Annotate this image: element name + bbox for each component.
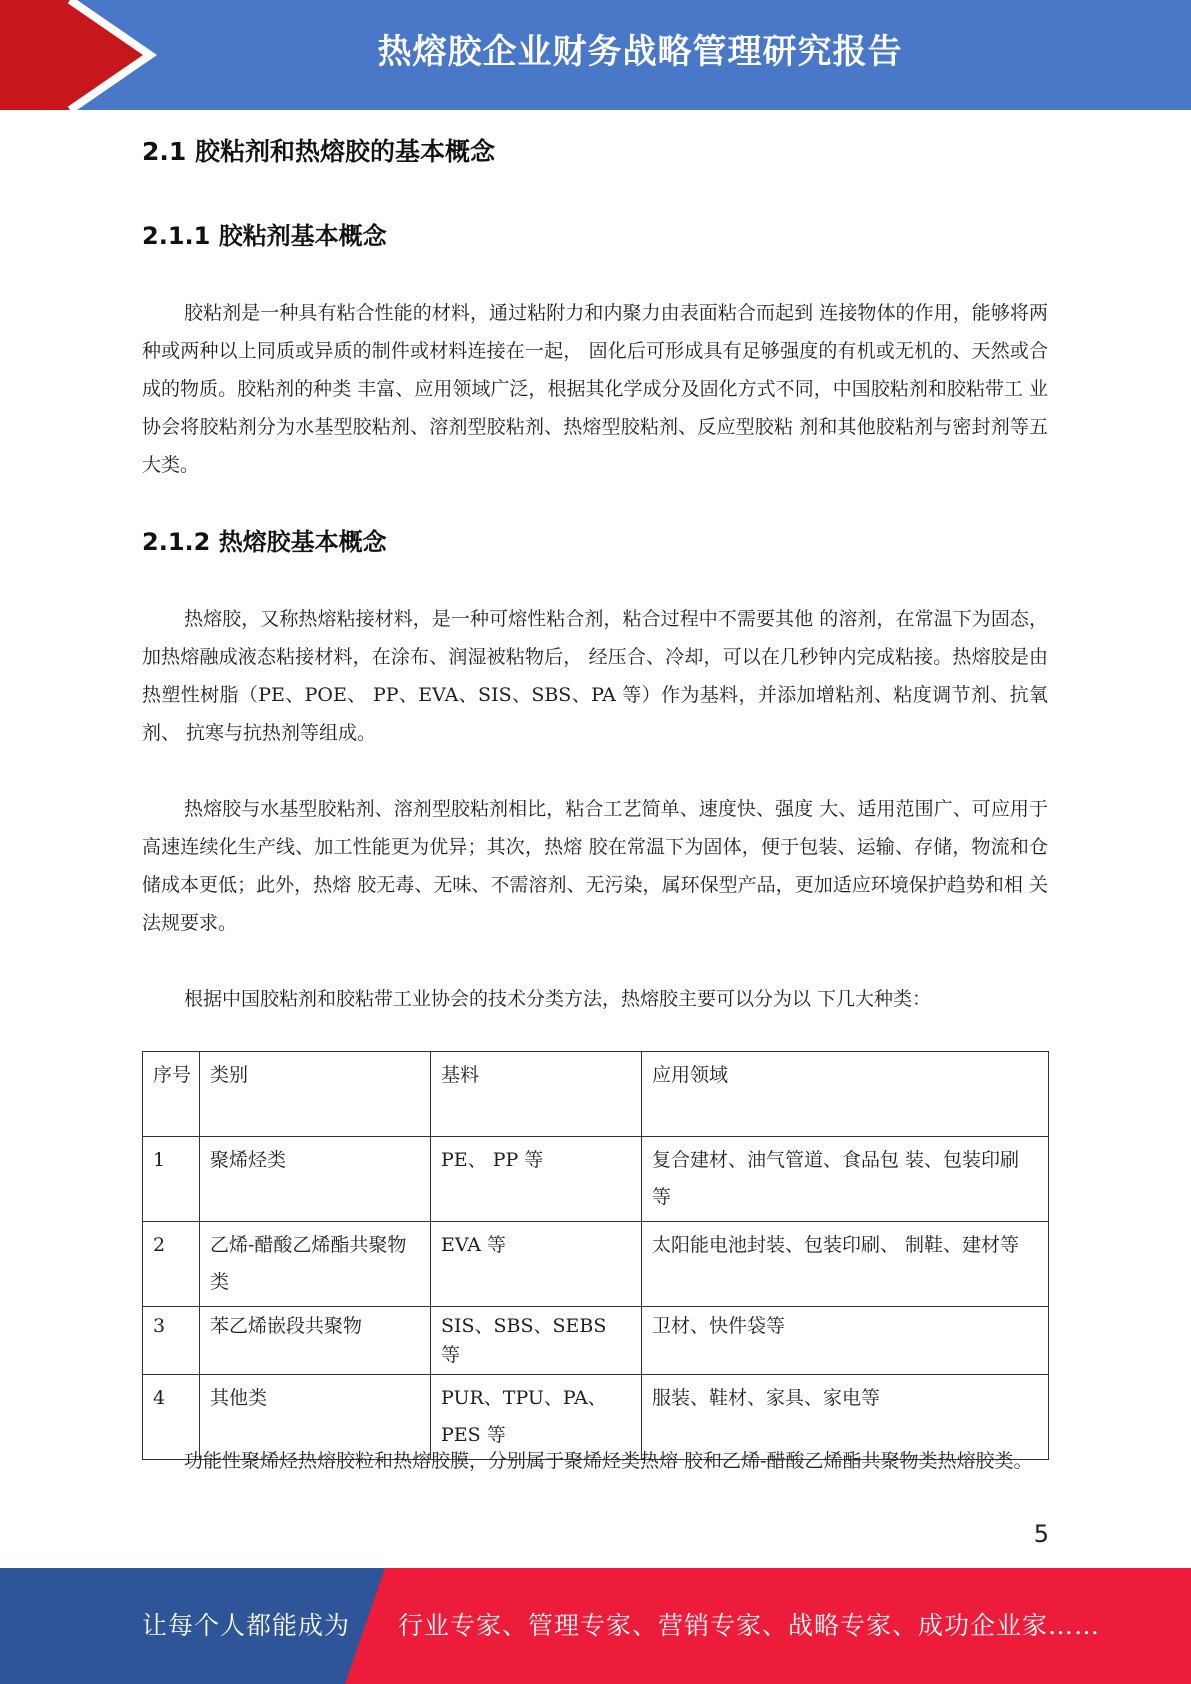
hot-melt-classification-table <box>142 1051 1049 1460</box>
table-cell: 苯乙烯嵌段共聚物 <box>200 1307 431 1375</box>
table-header-cell: 类别 <box>200 1052 431 1137</box>
paragraph-hot-melt-definition: 热熔胶，又称热熔粘接材料，是一种可熔性粘合剂，粘合过程中不需要其他 的溶剂，在常温下为固态，加热熔融成液态粘接材料，在涂布、润湿被粘物后， 经压合、冷却，可以在几秒钟内完成粘接。热熔胶是由热塑性树脂（PE、POE、 PP、EVA、SIS、SBS、PA 等）作为基料，并添加增粘剂、粘度调节剂、抗氧剂、 抗寒与抗热剂等组成。 <box>142 608 1048 744</box>
paragraph-adhesive-concept: 胶粘剂是一种具有粘合性能的材料，通过粘附力和内聚力由表面粘合而起到 连接物体的作用，能够将两种或两种以上同质或异质的制件或材料连接在一起， 固化后可形成具有足够强度的有机或无机的、天然或合成的物质。胶粘剂的种类 丰富、应用领域广泛，根据其化学成分及固化方式不同，中国胶粘剂和胶粘带工 业协会将胶粘剂分为水基型胶粘剂、溶剂型胶粘剂、热熔型胶粘剂、反应型胶粘 剂和其他胶粘剂与密封剂等五大类。 <box>142 302 1048 476</box>
table-cell: PE、 PP 等 <box>431 1137 642 1222</box>
table-row <box>143 1222 1049 1307</box>
table-header-cell: 基料 <box>431 1052 642 1137</box>
table-row <box>143 1307 1049 1375</box>
table-header-cell: 应用领域 <box>642 1052 1049 1137</box>
table-cell: SIS、SBS、SEBS 等 <box>431 1307 642 1375</box>
table-cell: PUR、TPU、PA、PES 等 <box>431 1375 642 1460</box>
table-cell: 4 <box>143 1375 200 1460</box>
table-cell: 其他类 <box>200 1375 431 1460</box>
table-header-row <box>143 1052 1049 1137</box>
header-banner <box>0 0 1191 110</box>
table-cell: 3 <box>143 1307 200 1375</box>
table-cell: 聚烯烃类 <box>200 1137 431 1222</box>
table-cell: 卫材、快件袋等 <box>642 1307 1049 1375</box>
subsection-heading-adhesive: 2.1.1 胶粘剂基本概念 <box>142 222 387 250</box>
footer-banner <box>0 1568 1191 1684</box>
subsection-heading-hot-melt: 2.1.2 热熔胶基本概念 <box>142 528 387 556</box>
paragraph-functional-products: 功能性聚烯烃热熔胶粒和热熔胶膜，分别属于聚烯烃类热熔 胶和乙烯-醋酸乙烯酯共聚物类热熔胶类。 <box>184 1450 1033 1472</box>
table-cell: 服装、鞋材、家具、家电等 <box>642 1375 1049 1460</box>
table-cell: 2 <box>143 1222 200 1307</box>
document-title: 热熔胶企业财务战略管理研究报告 <box>377 32 903 72</box>
paragraph-hot-melt-advantages: 热熔胶与水基型胶粘剂、溶剂型胶粘剂相比，粘合工艺简单、速度快、强度 大、适用范围广、可应用于高速连续化生产线、加工性能更为优异；其次，热熔 胶在常温下为固体，便于包装、运输、存储，物流和仓储成本更低；此外，热熔 胶无毒、无味、不需溶剂、无污染，属环保型产品，更加适应环境保护趋势和相 关法规要求。 <box>142 798 1048 934</box>
table-row <box>143 1137 1049 1222</box>
table-header-cell: 序号 <box>143 1052 200 1137</box>
footer-slogan-left: 让每个人都能成为 <box>142 1611 351 1640</box>
page-number: 5 <box>1033 1520 1049 1548</box>
table-cell: 复合建材、油气管道、食品包 装、包装印刷等 <box>642 1137 1049 1222</box>
table-cell: EVA 等 <box>431 1222 642 1307</box>
paragraph-classification-intro: 根据中国胶粘剂和胶粘带工业协会的技术分类方法，热熔胶主要可以分为以 下几大种类： <box>184 988 932 1010</box>
table-cell: 太阳能电池封装、包装印刷、 制鞋、建材等 <box>642 1222 1049 1307</box>
table-cell: 乙烯-醋酸乙烯酯共聚物类 <box>200 1222 431 1307</box>
section-heading: 2.1 胶粘剂和热熔胶的基本概念 <box>142 137 495 166</box>
table-cell: 1 <box>143 1137 200 1222</box>
footer-slogan-right: 行业专家、管理专家、营销专家、战略专家、成功企业家…… <box>398 1611 1101 1640</box>
